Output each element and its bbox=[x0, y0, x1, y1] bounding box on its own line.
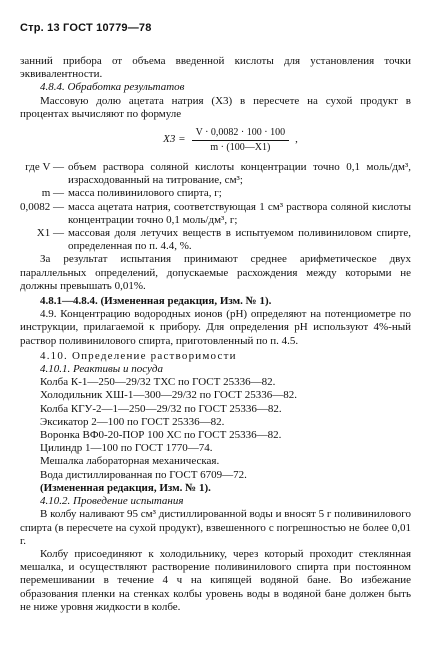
equipment-item: Колба К-1—250—29/32 ТХС по ГОСТ 25336—82. bbox=[40, 376, 276, 389]
equipment-item: Вода дистиллированная по ГОСТ 6709—72. bbox=[40, 468, 247, 481]
intro-paragraph: занний прибора от объема введенной кислоты для установления точки эквивалентности. bbox=[20, 55, 411, 81]
definition-text: объем раствора соляной кислоты концентрации точно 0,1 моль/дм³, израсходованный на титрование, см³; bbox=[68, 161, 411, 187]
definition-symbol: где V — bbox=[25, 161, 64, 174]
procedure-paragraph-1: В колбу наливают 95 см³ дистиллированной воды и вносят 5 г поливинилового спирта (в пересчете на сухой продукт), взвешенного с погрешностью не более 0,01 г. bbox=[20, 508, 411, 547]
equipment-item: Цилиндр 1—100 по ГОСТ 1770—74. bbox=[40, 442, 213, 455]
procedure-paragraph-2: Колбу присоединяют к холодильнику, через который проходит стеклянная мешалка, и осуществляют растворение поливинилового спирта при постоянном перемешивании в течение 4 ч на кипящей водяной бане. Во избежание образования пленки на стенках колбы уровень воды в водяной бане должен быть не ниже уровня жидкости в колбе. bbox=[20, 547, 411, 613]
formula-fraction bbox=[192, 127, 290, 154]
definition-symbol: 0,0082 — bbox=[20, 200, 64, 213]
formula-denominator: m · (100—X1) bbox=[210, 141, 271, 153]
section-4-8-4-text: Массовую долю ацетата натрия (X3) в пересчете на сухой продукт в процентах вычисляют по формуле bbox=[20, 94, 411, 120]
definition-symbol: X1 — bbox=[36, 227, 64, 240]
equipment-item: Холодильник ХШ-1—300—29/32 по ГОСТ 25336—82. bbox=[40, 389, 298, 402]
definition-text: массовая доля летучих веществ в испытуемом поливиниловом спирте, определенная по п. 4.4, %. bbox=[68, 227, 411, 253]
equipment-item: Мешалка лабораторная механическая. bbox=[40, 455, 220, 468]
definition-symbol: m — bbox=[41, 187, 64, 200]
definition-list bbox=[20, 161, 411, 253]
equipment-item: Колба КГУ-2—1—250—29/32 по ГОСТ 25336—82. bbox=[40, 402, 282, 415]
formula-numerator: V · 0,0082 · 100 · 100 bbox=[192, 127, 290, 141]
equipment-item: Воронка ВФ0-20-ПОР 100 ХС по ГОСТ 25336—82. bbox=[40, 429, 282, 442]
section-4-9: 4.9. Концентрацию водородных ионов (pH) определяют на потенциометре по инструкции, прилагаемой к прибору. Для определения pH используют 4%-ный раствор поливинилового спирта, приготовленный по п. 4.5. bbox=[20, 308, 411, 347]
definition-text: масса поливинилового спирта, г; bbox=[68, 187, 222, 200]
equipment-list bbox=[20, 376, 411, 482]
page-header: Стр. 13 ГОСТ 10779—78 bbox=[20, 22, 152, 34]
formula bbox=[50, 123, 411, 157]
equipment-item: Эксикатор 2—100 по ГОСТ 25336—82. bbox=[40, 415, 225, 428]
formula-lhs: X3 = bbox=[163, 133, 186, 146]
definition-text: масса ацетата натрия, соответствующая 1 см³ раствора соляной кислоты концентрации точно 0,1 моль/дм³, г; bbox=[68, 200, 411, 226]
section-4-10-1-title: 4.10.1. Реактивы и посуда bbox=[40, 363, 163, 376]
formula-tail: , bbox=[295, 133, 298, 146]
result-paragraph: За результат испытания принимают среднее арифметическое двух параллельных определений, допускаемые расхождения между которыми не должны превышать 0,01%. bbox=[20, 253, 411, 292]
change-note-2: (Измененная редакция, Изм. № 1). bbox=[40, 481, 211, 494]
document-body bbox=[20, 55, 411, 614]
section-4-10-title: 4.10. Определение растворимости bbox=[40, 349, 237, 362]
change-note-1: 4.8.1—4.8.4. (Измененная редакция, Изм. № 1). bbox=[40, 295, 272, 308]
section-4-10-2-title: 4.10.2. Проведение испытания bbox=[40, 495, 184, 508]
section-4-8-4-title: 4.8.4. Обработка результатов bbox=[40, 81, 185, 94]
